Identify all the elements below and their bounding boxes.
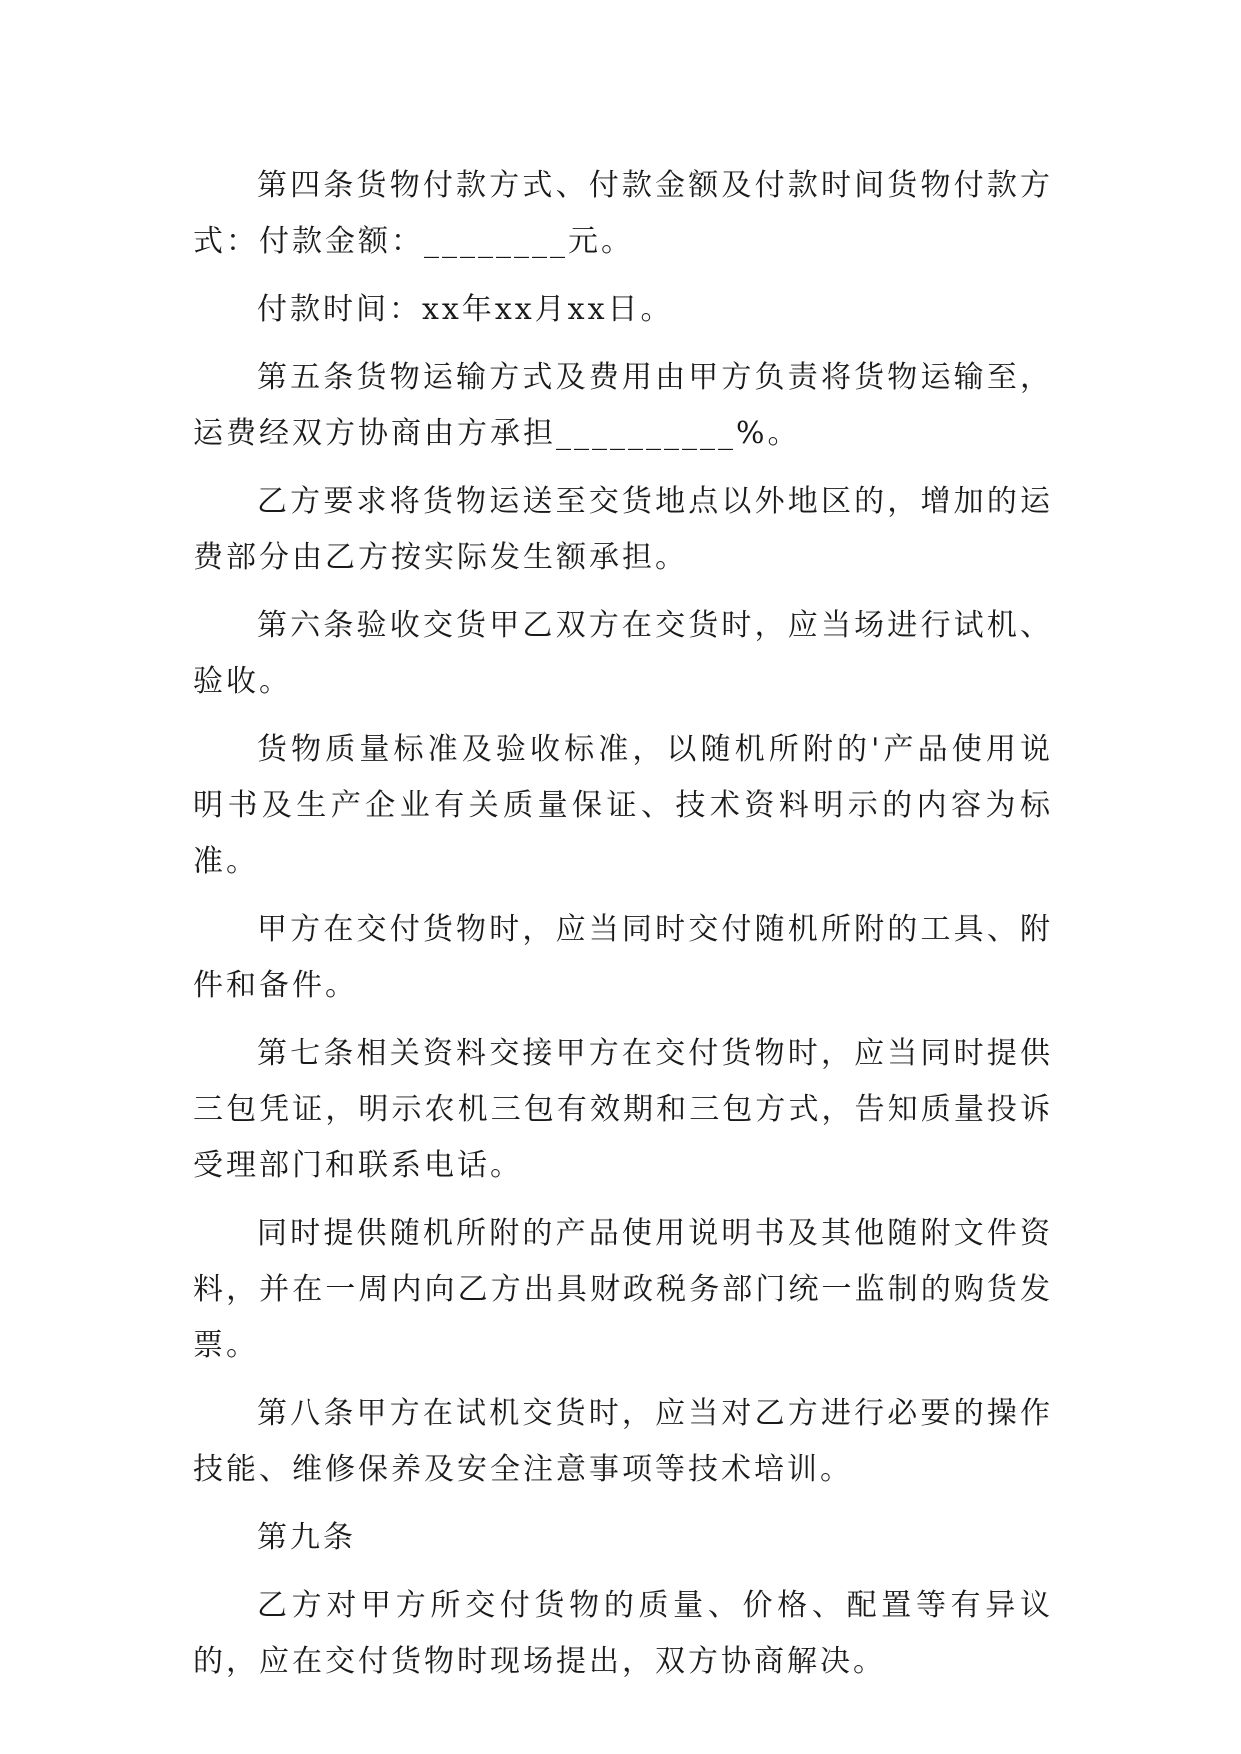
contract-body <box>193 158 1053 1702</box>
paragraph-extra-freight: 乙方要求将货物运送至交货地点以外地区的，增加的运费部分由乙方按实际发生额承担。 <box>193 484 1053 575</box>
paragraph-article-9-heading: 第九条 <box>257 1520 356 1555</box>
paragraph-article-4-payment: 第四条货物付款方式、付款金额及付款时间货物付款方式：付款金额：________元。 <box>193 168 1053 259</box>
paragraph-article-7-documents: 第七条相关资料交接甲方在交付货物时，应当同时提供三包凭证，明示农机三包有效期和三包方式，告知质量投诉受理部门和联系电话。 <box>193 1036 1053 1183</box>
paragraph-objections: 乙方对甲方所交付货物的质量、价格、配置等有异议的，应在交付货物时现场提出，双方协商解决。 <box>193 1588 1053 1679</box>
paragraph-article-5-transport: 第五条货物运输方式及费用由甲方负责将货物运输至，运费经双方协商由方承担__________%。 <box>193 360 1053 451</box>
paragraph-article-8-training: 第八条甲方在试机交货时，应当对乙方进行必要的操作技能、维修保养及安全注意事项等技术培训。 <box>193 1396 1053 1487</box>
paragraph-tools-accessories: 甲方在交付货物时，应当同时交付随机所附的工具、附件和备件。 <box>193 912 1053 1003</box>
paragraph-article-6-acceptance: 第六条验收交货甲乙双方在交货时，应当场进行试机、验收。 <box>193 608 1053 699</box>
paragraph-quality-standard: 货物质量标准及验收标准，以随机所附的'产品使用说明书及生产企业有关质量保证、技术资料明示的内容为标准。 <box>193 732 1053 879</box>
paragraph-payment-time: 付款时间：xx年xx月xx日。 <box>257 292 674 327</box>
paragraph-invoice: 同时提供随机所附的产品使用说明书及其他随附文件资料，并在一周内向乙方出具财政税务部门统一监制的购货发票。 <box>193 1216 1053 1363</box>
